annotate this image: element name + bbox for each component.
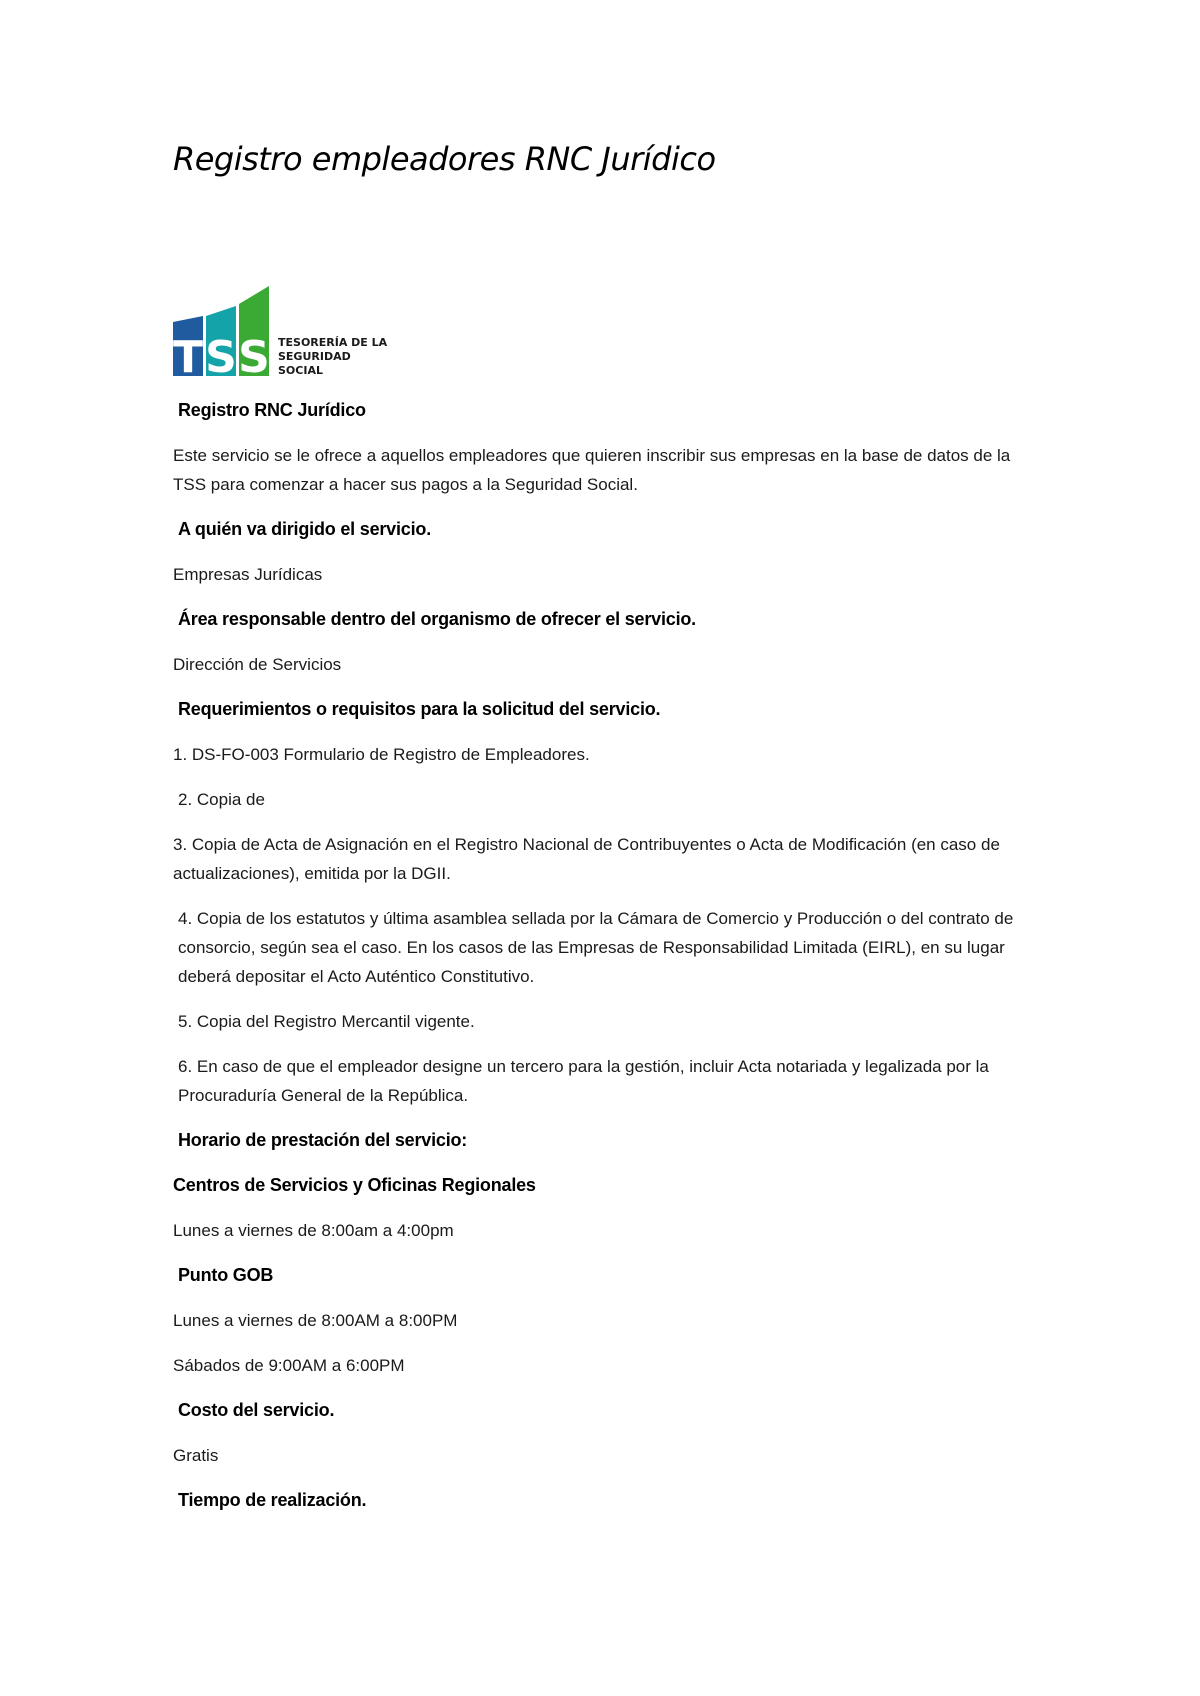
tss-logo-graphic xyxy=(173,286,393,386)
heading-centros: Centros de Servicios y Oficinas Regionales xyxy=(173,1175,536,1195)
heading-area: Área responsable dentro del organismo de ofrecer el servicio. xyxy=(178,609,696,629)
requisito-item: 6. En caso de que el empleador designe un tercero para la gestión, incluir Acta notariada y legalizada por la Procuraduría General de la República. xyxy=(178,1057,989,1105)
heading-dirigido: A quién va dirigido el servicio. xyxy=(178,519,432,539)
centros-horario: Lunes a viernes de 8:00am a 4:00pm xyxy=(173,1221,454,1240)
requisito-item: 1. DS-FO-003 Formulario de Registro de Empleadores. xyxy=(173,745,590,764)
punto-horario-saturday: Sábados de 9:00AM a 6:00PM xyxy=(173,1356,405,1375)
logo-letter-s1: S xyxy=(205,332,237,383)
document-body xyxy=(173,396,1043,1531)
logo-text-line3: SOCIAL xyxy=(278,364,323,377)
heading-punto-gob: Punto GOB xyxy=(178,1265,274,1285)
costo-value: Gratis xyxy=(173,1446,219,1465)
requisito-item: 3. Copia de Acta de Asignación en el Registro Nacional de Contribuyentes o Acta de Modificación (en caso de actualizaciones), emitida por la DGII. xyxy=(173,835,1000,883)
logo-letter-t: T xyxy=(173,332,204,383)
document-title: Registro empleadores RNC Jurídico xyxy=(173,140,716,178)
heading-registro: Registro RNC Jurídico xyxy=(178,400,366,420)
heading-tiempo: Tiempo de realización. xyxy=(178,1490,367,1510)
logo-text-line2: SEGURIDAD xyxy=(278,350,351,363)
punto-horario-weekdays: Lunes a viernes de 8:00AM a 8:00PM xyxy=(173,1311,458,1330)
requisito-item: 4. Copia de los estatutos y última asamblea sellada por la Cámara de Comercio y Producción o del contrato de consorcio, según sea el caso. En los casos de las Empresas de Responsabilidad Limitada (EIRL), en su lugar deberá depositar el Acto Auténtico Constitutivo. xyxy=(178,909,1014,986)
requisito-item: 5. Copia del Registro Mercantil vigente. xyxy=(178,1012,475,1031)
heading-costo: Costo del servicio. xyxy=(178,1400,335,1420)
logo-letter-s2: S xyxy=(238,332,270,383)
area-value: Dirección de Servicios xyxy=(173,655,342,674)
dirigido-value: Empresas Jurídicas xyxy=(173,565,323,584)
description-paragraph: Este servicio se le ofrece a aquellos empleadores que quieren inscribir sus empresas en la base de datos de la TSS para comenzar a hacer sus pagos a la Seguridad Social. xyxy=(173,446,1011,494)
heading-requisitos: Requerimientos o requisitos para la solicitud del servicio. xyxy=(178,699,661,719)
requisito-item: 2. Copia de xyxy=(178,790,265,809)
logo-text-line1: TESORERÍA DE LA xyxy=(278,336,388,349)
tss-logo xyxy=(173,286,393,386)
heading-horario: Horario de prestación del servicio: xyxy=(178,1130,468,1150)
